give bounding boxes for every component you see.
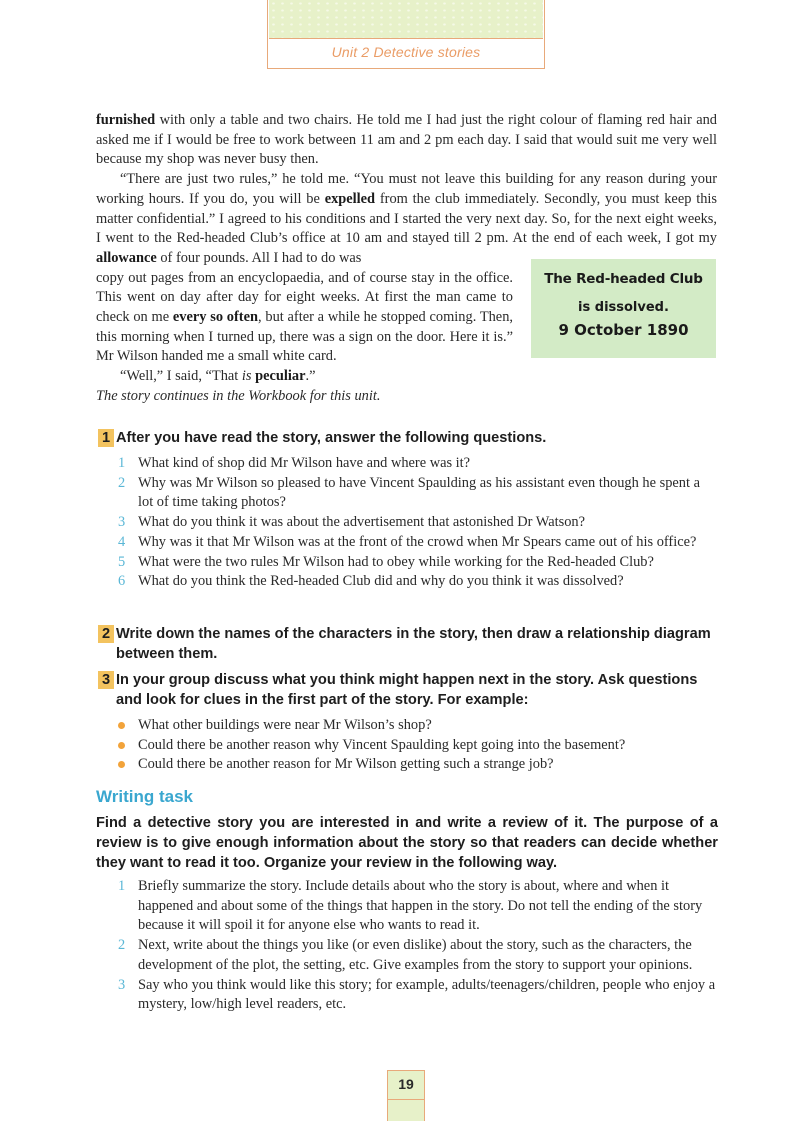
card-date: 9 October 1890 [558,321,689,339]
story-continues-note: The story continues in the Workbook for this unit. [96,387,381,404]
exercise-number-badge: 1 [98,429,114,447]
story-paragraph-1: furnished with only a table and two chairs. He told me I had just the right colour of flaming red hair and asked me if I would be free to work between 11 am and 2 pm each day. I said that would suit me very well because my shop was never busy then. [96,112,717,168]
vocab-furnished: furnished [96,112,156,128]
example-bullet: Could there be another reason why Vincent Spaulding kept going into the basement? [118,736,718,756]
unit-header [267,0,545,69]
page-number-tab [387,1070,425,1121]
story-paragraph-2-continued: copy out pages from an encyclopaedia, and of course stay in the office. This went on day after day for eight weeks. At first the man came to check on me every so often, but after a while he stopped coming. Then, this morning when I turned up, there was a sign on the door. Here it is.” Mr Wilson handed me a small white card. [96,269,513,365]
card-dissolved-text: is dissolved. [578,300,669,315]
vocab-every-so-often: every so often [172,309,258,326]
story-paragraph-2: “There are just two rules,” he told me. “You must not leave this building for any reason during your working hours. If you do, you will be expelled from the club immediately. Secondly, you must keep this matter confidential.” I agreed to his conditions and I started the very next day. So, for the next eight weeks, I went to the Red-headed Club’s office at 10 am and stayed till 2 pm. At the end of each week, I got my allowance of four pounds. All I had to do was [96,171,717,266]
card-club-name: The Red-headed Club [544,271,703,287]
dissolved-notice-card [531,259,716,358]
writing-step: 1 Briefly summarize the story. Include details about who the story is about, where and when it happened and about some of the things that happen in the story. Do not tell the ending of the story because it will spoil it for anyone else who wants to read it. [118,878,703,934]
vocab-expelled: expelled [324,190,376,207]
header-pattern [269,0,543,39]
bullet-dot-icon [118,761,125,768]
example-bullet: Could there be another reason for Mr Wilson getting such a strange job? [118,755,718,775]
question-item: 3 What do you think it was about the advertisement that astonished Dr Watson? [118,514,585,531]
writing-task-title: Writing task [96,787,193,806]
example-bullet: What other buildings were near Mr Wilson’s shop? [118,716,718,736]
bullet-dot-icon [118,722,125,729]
exercise-number-badge: 3 [98,671,114,689]
exercise-1-questions [118,454,718,592]
writing-task-steps [118,877,718,1015]
unit-title: Unit 2 Detective stories [331,44,481,60]
bullet-dot-icon [118,742,125,749]
writing-step: 3 Say who you think would like this story; for example, adults/teenagers/children, people who enjoy a mystery, low/high level readers, etc. [118,976,716,1013]
question-item: 5 What were the two rules Mr Wilson had to obey while working for the Red-headed Club? [118,553,654,570]
page-number: 19 [398,1076,414,1092]
exercise-number-badge: 2 [98,625,114,643]
question-item: 1 What kind of shop did Mr Wilson have and where was it? [118,455,471,471]
question-item: 2 Why was Mr Wilson so pleased to have Vincent Spaulding as his assistant even though he spent a lot of time taking photos? [118,474,700,511]
writing-step: 2 Next, write about the things you like (or even dislike) about the story, such as the characters, the development of the plot, the setting, etc. Give examples from the story to support your opinions. [118,937,693,973]
question-item: 4 Why was it that Mr Wilson was at the front of the crowd when Mr Spears came out of his office? [118,533,697,550]
exercise-1-heading: 1 After you have read the story, answer the following questions. [98,428,718,448]
exercise-2-heading: 2 Write down the names of the characters in the story, then draw a relationship diagram between them. [98,624,718,664]
exercise-3-heading: 3 In your group discuss what you think might happen next in the story. Ask questions and look for clues in the first part of the story. For example: [98,670,718,710]
page-tab-divider [388,1099,424,1100]
question-item: 6 What do you think the Red-headed Club did and why do you think it was dissolved? [118,573,624,590]
vocab-allowance: allowance [96,249,157,266]
exercise-3-examples [118,716,718,775]
vocab-peculiar: peculiar [255,368,306,385]
story-paragraph-3: “Well,” I said, “That is peculiar.” [120,368,316,385]
writing-task-intro: Find a detective story you are interested in and write a review of it. The purpose of a review is to give enough information about the story so that readers can decide whether they want to read it too. Organize your review in the following way. [96,815,718,871]
